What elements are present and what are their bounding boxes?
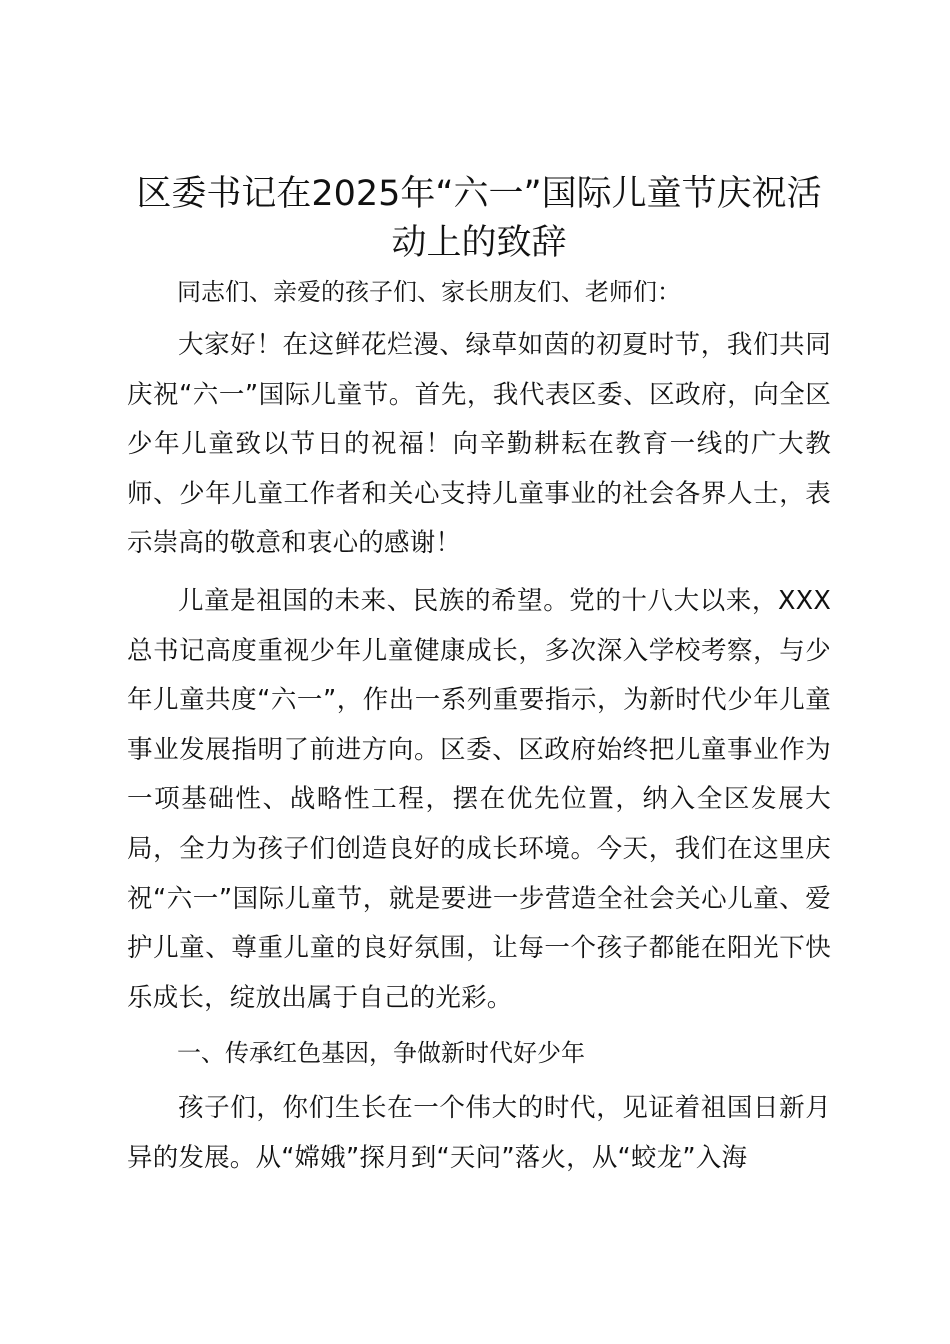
document-body <box>127 170 831 1184</box>
section-heading: 一、传承红色基因，争做新时代好少年 <box>177 1039 585 1068</box>
salutation: 同志们、亲爱的孩子们、家长朋友们、老师们： <box>177 278 681 306</box>
paragraph-greeting: 大家好！在这鲜花烂漫、绿草如茵的初夏时节，我们共同庆祝“六一”国际儿童节。首先，我代表区委、区政府，向全区少年儿童致以节日的祝福！向辛勤耕耘在教育一线的广大教师、少年儿童工作者和关心支持儿童事业的社会各界人士，表示崇高的敬意和衷心的感谢！ <box>127 330 831 559</box>
paragraph-section-one: 孩子们，你们生长在一个伟大的时代，见证着祖国日新月异的发展。从“嫦娥”探月到“天问”落火，从“蛟龙”入海 <box>127 1093 831 1173</box>
paragraph-children-future: 儿童是祖国的未来、民族的希望。党的十八大以来，XXX总书记高度重视少年儿童健康成长，多次深入学校考察，与少年儿童共度“六一”，作出一系列重要指示，为新时代少年儿童事业发展指明了前进方向。区委、区政府始终把儿童事业作为一项基础性、战略性工程，摆在优先位置，纳入全区发展大局，全力为孩子们创造良好的成长环境。今天，我们在这里庆祝“六一”国际儿童节，就是要进一步营造全社会关心儿童、爱护儿童、尊重儿童的良好氛围，让每一个孩子都能在阳光下快乐成长，绽放出属于自己的光彩。 <box>127 585 831 1013</box>
document-title: 区委书记在2025年“六一”国际儿童节庆祝活动上的致辞 <box>136 174 822 263</box>
